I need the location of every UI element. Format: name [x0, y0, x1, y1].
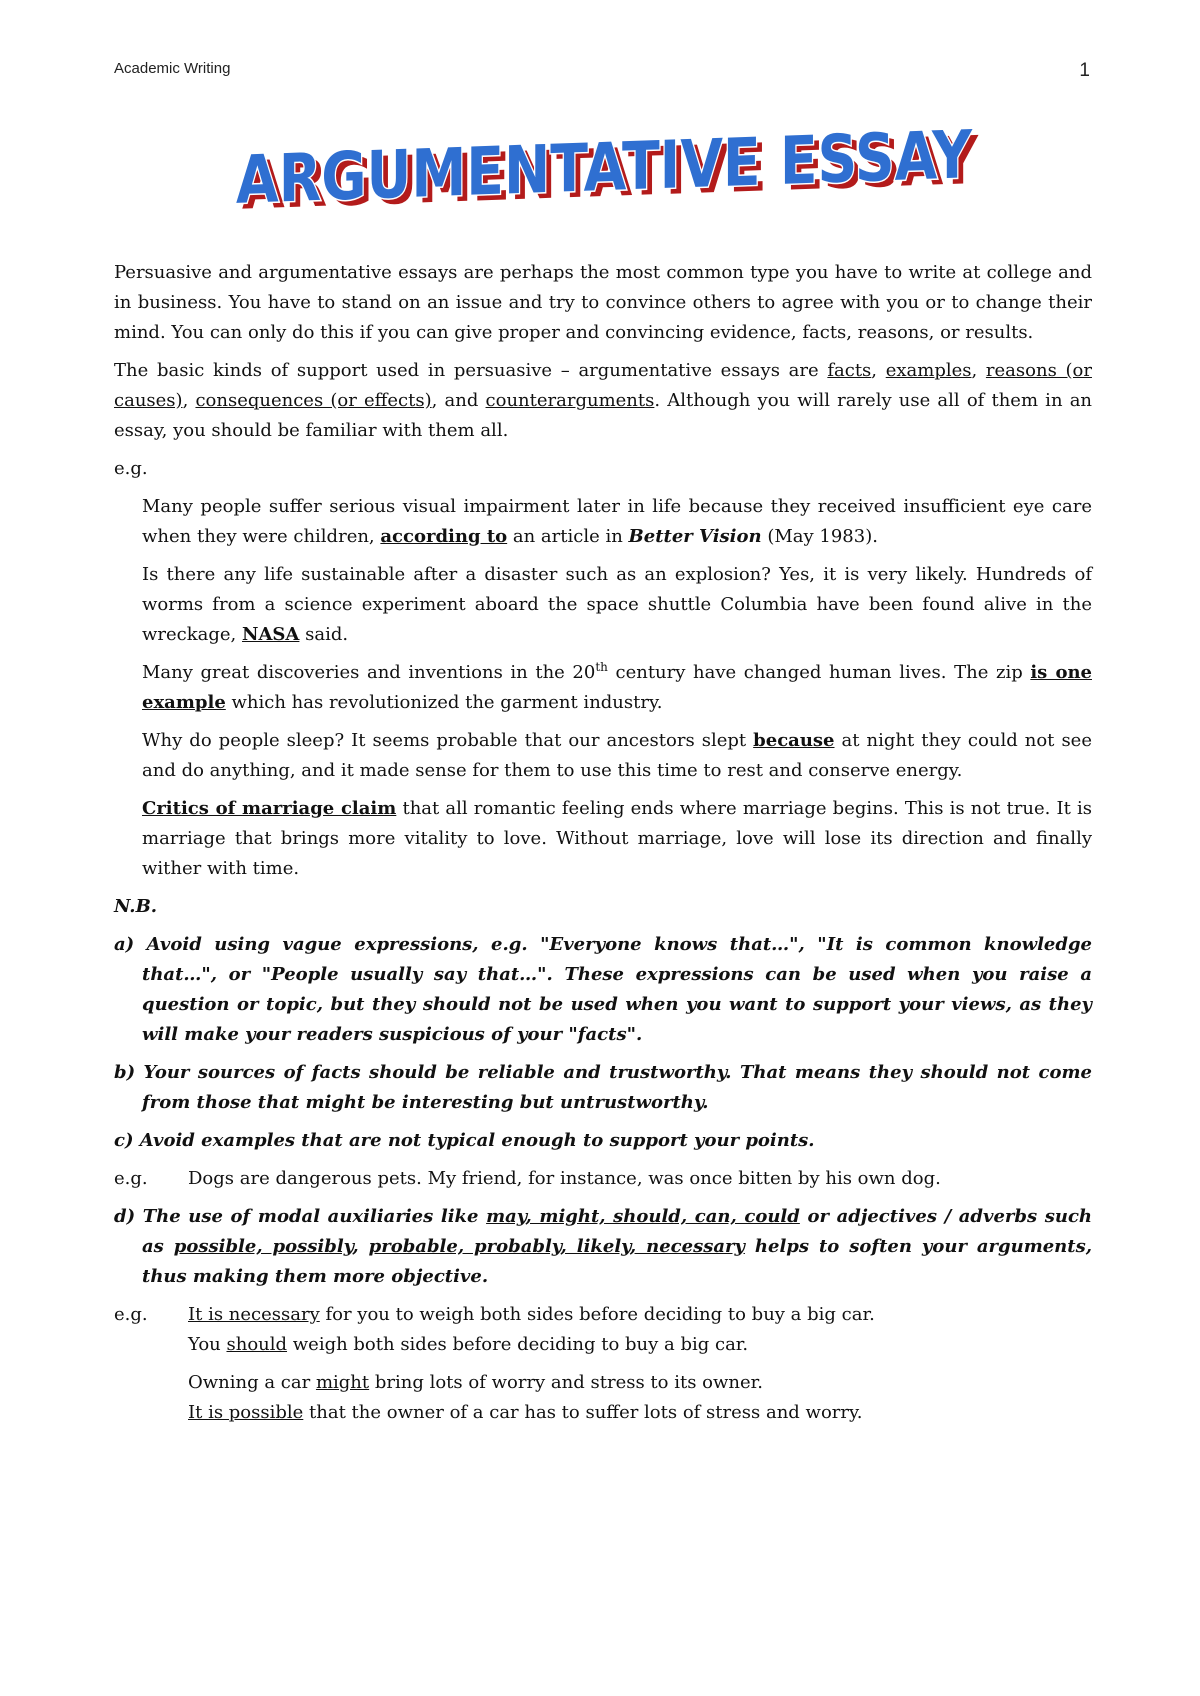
example-2: Is there any life sustainable after a disaster such as an explosion? Yes, it is very likely. Hundreds of worms from a science experiment aboard the space shuttle Columbia have been found alive in the wreckage, NASA said. — [142, 564, 1092, 645]
kind-counterarguments: counterarguments — [485, 390, 655, 411]
page-number: 1 — [1079, 60, 1090, 81]
title-text: ARGUMENTATIVE ESSAY — [236, 112, 980, 219]
note-d: d) The use of modal auxiliaries like may, might, should, can, could or adjectives / adverbs such as possible, possibly, probable, probably, likely, necessary helps to soften your arguments, thus making them more objective. — [114, 1206, 1093, 1287]
note-a: a) Avoid using vague expressions, e.g. "Everyone knows that…", "It is common knowledge that…", or "People usually say that…". These expressions can be used when you raise a question or topic, but they should not be used when you want to support your views, as they will make your readers suspicious of your "facts". — [114, 934, 1092, 1045]
note-c-example: e.g. Dogs are dangerous pets. My friend, for instance, was once bitten by his own dog. — [114, 1168, 941, 1189]
support-kinds-paragraph: The basic kinds of support used in persuasive – argumentative essays are facts, examples, reasons (or causes), consequences (or effects), and counterarguments. Although you will rarely use all of them in an essay, you should be familiar with them all. — [114, 360, 1093, 441]
example-3: Many great discoveries and inventions in the 20th century have changed human lives. The zip is one example which has revolutionized the garment industry. — [142, 660, 1092, 713]
example-5: Critics of marriage claim that all romantic feeling ends where marriage begins. This is not true. It is marriage that brings more vitality to love. Without marriage, love will lose its direction and finally wither with time. — [142, 798, 1092, 879]
note-b: b) Your sources of facts should be reliable and trustworthy. That means they should not come from those that might be interesting but untrustworthy. — [114, 1062, 1092, 1113]
nb-heading: N.B. — [114, 896, 158, 917]
example-4: Why do people sleep? It seems probable that our ancestors slept because at night they could not see and do anything, and it made sense for them to use this time to rest and conserve energy. — [142, 730, 1092, 781]
running-header: Academic Writing — [114, 60, 231, 77]
essay-body — [114, 258, 1092, 1436]
note-d-examples: e.g. It is necessary for you to weigh both sides before deciding to buy a big car. You should weigh both sides before deciding to buy a big car. Owning a car might bring lots of worry and stress to its owner. It is possible that the owner of a car has to suffer lots of stress and worry. — [114, 1304, 875, 1423]
note-c: c) Avoid examples that are not typical enough to support your points. — [114, 1130, 815, 1151]
wordart-title — [228, 112, 980, 222]
title-graphic — [228, 112, 980, 222]
kind-consequences: consequences (or effects) — [195, 390, 432, 411]
kind-examples: examples — [885, 360, 972, 381]
intro-paragraph: Persuasive and argumentative essays are perhaps the most common type you have to write at college and in business. You have to stand on an issue and try to convince others to agree with you or to change their mind. You can only do this if you can give proper and convincing evidence, facts, reasons, or results. — [114, 262, 1092, 343]
example-1: Many people suffer serious visual impairment later in life because they received insufficient eye care when they were children, according to an article in Better Vision (May 1983). — [142, 496, 1092, 547]
kind-facts: facts — [827, 360, 872, 381]
kind-reasons: reasons (or causes) — [114, 360, 1092, 411]
title-shadow: ARGUMENTATIVE ESSAY — [242, 116, 980, 222]
eg-label: e.g. — [114, 458, 148, 479]
